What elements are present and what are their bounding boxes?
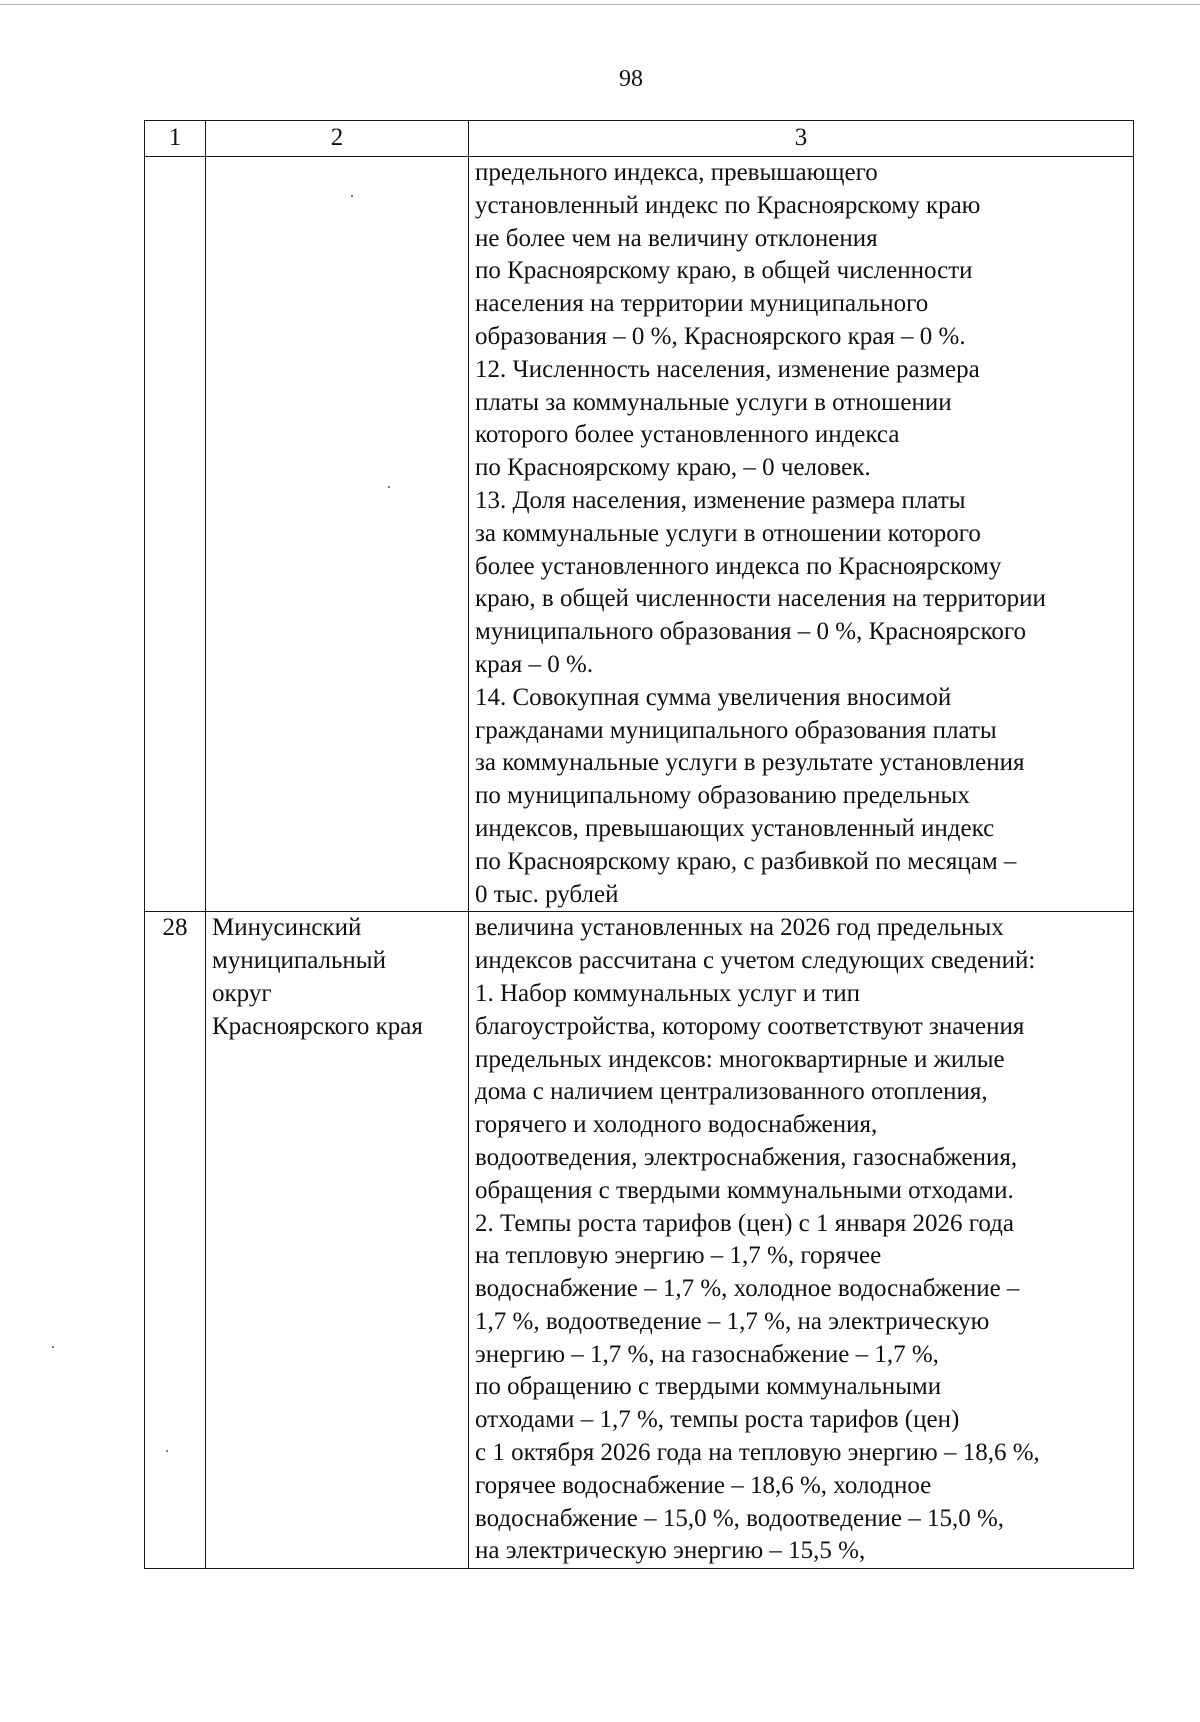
- scan-edge-line: [0, 4, 1200, 5]
- scan-speck: [166, 1450, 168, 1452]
- table-row: [145, 912, 1134, 1569]
- indicator-text: предельного индекса, превышающего установленный индекс по Красноярскому краю не более чем на величину отклонения по Красноярскому краю, в общей численности населения на территории муниципального образования – 0 %, Красноярского края – 0 %. 12. Численность населения, изменение размера платы за коммунальные услуги в отношении которого более установленного индекса по Красноярскому краю, – 0 человек. 13. Доля населения, изменение размера платы за коммунальные услуги в отношении которого более установленного индекса по Красноярскому краю, в общей численности населения на территории муниципального образования – 0 %, Красноярского края – 0 %. 14. Совокупная сумма увеличения вносимой гражданами муниципального образования платы за коммунальные услуги в результате установления по муниципальному образованию предельных индексов, превышающих установленный индекс по Красноярскому краю, с разбивкой по месяцам – 0 тыс. рублей: [475, 159, 1046, 908]
- document-table: [144, 120, 1134, 1569]
- scan-speck: [351, 195, 353, 197]
- municipality-cell: [206, 912, 469, 1569]
- scan-speck: [52, 1346, 54, 1348]
- indicator-text-cell: [469, 912, 1134, 1569]
- municipality-name: Минусинский муниципальный округ Красноярского края: [212, 914, 423, 1040]
- column-header-3: 3: [469, 121, 1134, 157]
- page-number: 98: [619, 66, 643, 92]
- indicator-text-cell: [469, 157, 1134, 912]
- indicator-text: величина установленных на 2026 год предельных индексов рассчитана с учетом следующих сведений: 1. Набор коммунальных услуг и тип благоустройства, которому соответствуют значения предельных индексов: многоквартирные и жилые дома с наличием централизованного отопления, горячего и холодного водоснабжения, водоотведения, электроснабжения, газоснабжения, обращения с твердыми коммунальными отходами. 2. Темпы роста тарифов (цен) с 1 января 2026 года на тепловую энергию – 1,7 %, горячее водоснабжение – 1,7 %, холодное водоснабжение – 1,7 %, водоотведение – 1,7 %, на электрическую энергию – 1,7 %, на газоснабжение – 1,7 %, по обращению с твердыми коммунальными отходами – 1,7 %, темпы роста тарифов (цен) с 1 октября 2026 года на тепловую энергию – 18,6 %, горячее водоснабжение – 18,6 %, холодное водоснабжение – 15,0 %, водоотведение – 15,0 %, на электрическую энергию – 15,5 %,: [475, 914, 1040, 1565]
- row-number-cell: 28: [145, 912, 206, 1569]
- table-header-row: [145, 121, 1134, 157]
- row-number-cell: [145, 157, 206, 912]
- column-header-1: 1: [145, 121, 206, 157]
- table-row: [145, 157, 1134, 912]
- scan-speck: [388, 486, 390, 488]
- municipality-cell: [206, 157, 469, 912]
- column-header-2: 2: [206, 121, 469, 157]
